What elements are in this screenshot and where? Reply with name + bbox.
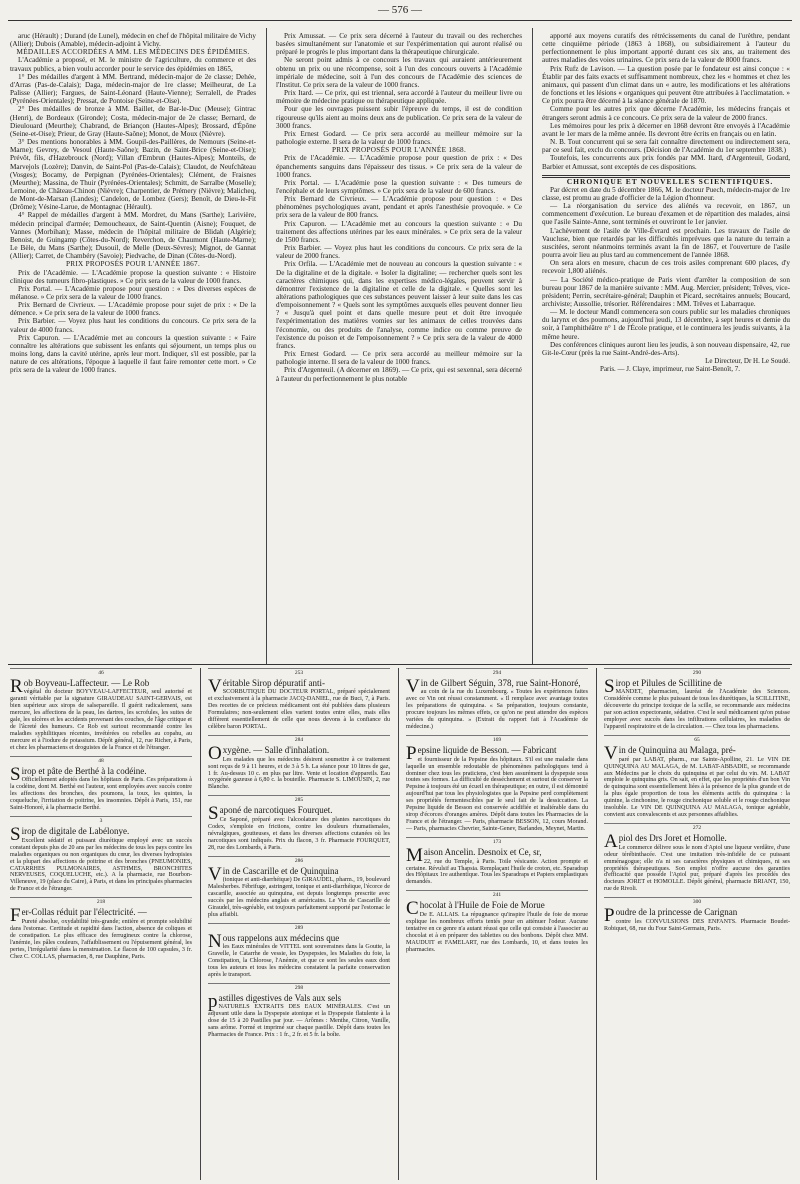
advertisement [208, 923, 390, 979]
ad-number: 173 [406, 837, 588, 846]
ad-text: végétal du docteur BOYVEAU-LAFFECTEUR, seul autorisé et garanti véritable par la signature GIRAUDEAU SAINT-GERVAIS, est bien supérieur aux sirops de salsepareille. Il guérit radicalement, sans mercure, les affections de la peau, les dartres, les scrofules, les suites de gale, les ulcères et les accidents provenant des couches, de l'âge critique et de l'âcreté des humeurs. Ce Rob est surtout recommandé contre les maladies syphilitiques récentes, invétérées ou rebelles au copahu, au mercure et à l'iodure de potassium. Dépôt général, 12, rue Richer, à Paris, et chez les pharmaciens et droguistes de la France et de l'étranger. [10, 689, 192, 752]
paragraph: Prix Ernest Godard. — Ce prix sera accordé au meilleur mémoire sur la pathologie interne. Il sera de la valeur de 1000 francs. [276, 350, 522, 367]
imprint: Paris. — J. Claye, imprimeur, rue Saint-Benoît, 7. [600, 365, 740, 374]
ads-rule [8, 664, 792, 665]
ad-text: Ce Saponé, préparé avec l'alcoolature des plantes narcotiques du Codex, s'emploie en frictions, contre les douleurs rhumatismales, névralgiques, goutteuses, et dans les diverses affections cutanées où les narcotiques sont indiqués. Prix du flacon, 3 fr. Pharmacie FOURQUET, 28, rue des Lombards, à Paris. [208, 816, 390, 851]
ad-heading: Sirop de digitale de Labélonye. [10, 824, 130, 846]
paragraph: Prix Rufz de Lavison. — La question posée par le fondateur est ainsi conçue : « Établir par des faits exacts et suffisamment nombreux, chez les « hommes et chez les animaux, qui passent d'un climat dans un « autre, les modifications et les altérations de fonctions et les lésions « organiques qui peuvent être attribuées à l'acclimatation. » Ce prix pourra être décerné à la séance générale de 1870. [542, 64, 790, 106]
paragraph: Prix Bernard de Civrieux. — L'Académie propose pour sujet de prix : « De la démence. » Ce prix sera de la valeur de 1000 francs. [10, 301, 256, 318]
ad-text: NATURELS EXTRAITS DES EAUX MINÉRALES. C'est un adjuvant utile dans la Dyspepsie atonique et la Dyspepsie flatulente à la dose de 15 à 20 Pastilles par jour. — Arômes : Menthe, Citron, Vanille, sans arôme. Formé et imprimé sur chaque pastille. Dépôt dans toutes les Pharmacies de France. Prix : 1 fr., 2 fr. et 5 fr. la boîte. [208, 1004, 390, 1039]
chronique-title: CHRONIQUE ET NOUVELLES SCIENTIFIQUES. [566, 176, 774, 186]
page-number: — 576 — [378, 4, 422, 16]
ad-text: contre les CONVULSIONS DES ENFANTS. Pharmacie Boudet-Robiquet, 68, rue du Four Saint-Germain, Paris. [604, 918, 790, 932]
signature: Le Directeur, Dr H. Le Soudé. [705, 357, 790, 366]
advertisement [10, 897, 192, 960]
ad-heading: Nous rappelons aux médecins que [208, 930, 340, 952]
advertisement [208, 795, 390, 851]
ads-column-1 [10, 668, 192, 1180]
advertisement [406, 837, 588, 886]
advertisement [10, 816, 192, 893]
paragraph: apporté aux moyens curatifs des rétrécissements du canal de l'urèthre, pendant cette cinquième période (1863 à 1868), ou subsidiairement à l'auteur du perfectionnement le plus important apporté durant ces six ans, au traitement des autres maladies des voies urinaires. Ce prix sera de la valeur de 8000 francs. [542, 32, 790, 65]
ad-heading: pastilles digestives de Vals aux sels [208, 990, 342, 1012]
ad-heading: Pepsine liquide de Besson. — Fabricant [406, 743, 557, 765]
paragraph: Prix Itard. — Ce prix, qui est triennal, sera accordé à l'auteur du meilleur livre ou mémoire de médecine pratique ou thérapeutique appliquée. [276, 89, 522, 106]
ad-number: 284 [208, 735, 390, 744]
paragraph: 1° Des médailles d'argent à MM. Bertrand, médecin-major de 2e classe; Dehée, d'Arras (Pas-de-Calais); Daga, médecin-major de 1re classe; Meilheurat, de La Palisse (Allier); Fargues, de Saint-Léonard (Haute-Vienne); Serralell, de Prades (Pyrénées-Orientales); Pressat, de Pontoise (Seine-et-Oise). [10, 72, 256, 106]
paragraph: Ne seront point admis à ce concours les travaux qui auraient antérieurement obtenu un prix ou une récompense, soit à l'un des concours ouverts à l'Académie impériale de médecine, soit à l'un des concours de l'Académie des sciences de l'Institut. Ce prix sera de la valeur de 1000 francs. [276, 56, 522, 89]
paragraph: Comme pour les autres prix que décerne l'Académie, les médecins français et étrangers seront admis à ce concours. Ce prix sera de la valeur de 2000 francs. [542, 105, 790, 122]
ad-heading: Rob Boyveau-Laffecteur. — Le Rob [10, 675, 150, 697]
ad-text: SCORBUTIQUE DU DOCTEUR PORTAL, préparé spécialement et exclusivement à la pharmacie JACQ-DANIEL, rue de Buci, 7, à Paris. Des recettes de ce précieux médicament ont été publiées dans plusieurs Formulaires; non-seulement elles varient toutes entre elles, mais elles diffèrent essentiellement de celle que nous devons à la confiance du célèbre baron PORTAL. [208, 689, 390, 731]
paragraph: Prix Portal. — L'Académie pose la question suivante : « Des tumeurs de l'encéphale et de leurs symptômes. » Ce prix sera de la valeur de 600 francs. [276, 178, 522, 195]
header-rule [8, 20, 792, 21]
paragraph: MÉDAILLES ACCORDÉES A MM. LES MÉDECINS DES ÉPIDÉMIES. [16, 48, 250, 57]
paragraph: 4° Rappel de médailles d'argent à MM. Mordret, du Mans (Sarthe); Larivière, médecin principal d'armée; Demoucheaux, de Saint-Quentin (Aisne); Fouquet, de Vannes (Morbihan); Masse, médecin de l'hôpital militaire de Blidah (Algérie); Benoist, de Guingamp (Côtes-du-Nord); Reverchon, de Chaumont (Haute-Marne); Le Bèle, du Mans (Sarthe); Dusouil, de Melle (Deux-Sèvres); Mignot, de Gannat (Allier); Carret, de Chambéry (Savoie); Piedvache, de Dinan (Côtes-du-Nord). [10, 211, 256, 261]
ad-text: les Eaux minérales de VITTEL sont souveraines dans la Goutte, la Gravelle, le Catarrhe de vessie, les Dyspepsies, les Maladies du foie, la Constipation, la Chlorose, l'Anémie, et que ce sont les seules eaux dont tous les auteurs et tous les médecins constatent la parfaite conservation après le transport. [208, 944, 390, 979]
ad-number: 253 [208, 668, 390, 677]
ad-heading: Sirop et pâte de Berthé à la codéine. [10, 763, 147, 785]
ad-text: Les malades que les médecins désirent soumettre à ce traitement sont reçus de 9 à 11 heures, et de 3 à 5 h. La séance pour 10 litres de gaz, 1 fr. Au-dessus 10 c. en plus par litre. Vente et location d'appareils. Eau oxygénée gazeuse à 6,80 c. la bouteille. Pharmacie S. LIMOUSIN, 2, rue Blanche. [208, 756, 390, 791]
advertisement [406, 735, 588, 833]
paragraph: N. B. Tout concurrent qui se sera fait connaître directement ou indirectement sera, par ce seul fait, exclu du concours. (Décision de l'Académie du 1er septembre 1838.) [542, 138, 790, 155]
ad-heading: Vin de Cascarille et de Quinquina [208, 863, 339, 885]
ads-divider-2 [398, 668, 399, 1180]
column-divider-1 [266, 28, 267, 664]
ad-text: 22, rue du Temple, à Paris. Toile vésicante. Action prompte et certaine. Révulsif au Thapsia. Remplaçant l'huile de croton, etc. Sparadrap des Hôpitaux 1re authentique. Tous les Sparadraps et Papiers emplastiques demandés. [406, 858, 588, 886]
ads-column-4 [604, 668, 790, 1180]
advertisement [604, 668, 790, 731]
advertisement [208, 668, 390, 731]
ad-number: 298 [208, 983, 390, 992]
advertisement [604, 897, 790, 932]
ads-column-3 [406, 668, 588, 1180]
ad-number: 286 [208, 856, 390, 865]
ad-heading: Saponé de narcotiques Fourquet. [208, 803, 333, 825]
advertisement [10, 756, 192, 812]
ad-text: Pureté absolue, oxydabilité très-grande; entière et prompte solubilité dans l'estomac. Certitude et rapidité dans l'action, absence de coliques et de constipation. Le plus efficace des ferrugineux contre la chlorose, l'anémie, les pâles couleurs, l'affaiblissement ou l'épuisement général, les pertes, l'irrégularité dans la menstruation. Le flacon de 100 capsules, 3 fr. Chez C. COLLAS, pharmacien, 8, rue Dauphine, Paris. [10, 918, 192, 960]
paragraph: Pour que les ouvrages puissent subir l'épreuve du temps, il est de condition rigoureuse qu'ils aient au moins deux ans de publication. Ce prix sera de la valeur de 3000 francs. [276, 105, 522, 130]
ad-text: De E. ALLAIS. La répugnance qu'inspire l'huile de foie de morue explique les nombreux efforts tentés pour en atténuer l'odeur. Aucune tentative en ce genre n'a autant réussi que celle qui consiste à l'associer au chocolat et à en préparer des tablettes ou des bonbons. Dépôt chez MM. MAUDUIT et FAMELART, rue des Lombards, 10, et dans toutes les pharmacies. [406, 911, 588, 953]
paragraph: — La réorganisation du service des aliénés va recevoir, en 1867, un commencement d'exécution. Le bureau d'examen et de répartition des malades, ainsi que l'asile Sainte-Anne, sont terminés et ouvriront le 1er janvier. [542, 202, 790, 227]
ad-heading: Chocolat à l'Huile de Foie de Morue [406, 898, 545, 920]
column-divider-2 [532, 28, 533, 664]
ad-heading: Maison Ancelin. Desnoix et Ce, sr, [406, 845, 542, 867]
ad-number: 241 [406, 890, 588, 899]
paragraph: Prix Capuron. — L'Académie met au concours la question suivante : « Faire connaître les altérations que subissent les enfants qui séjournent, un temps plus ou moins long, dans la cavité utérine, après leur mort. Indiquer, s'il est possible, par la nature de ces altérations, l'époque à laquelle il faut faire remonter cette mort. » Ce prix sera de la valeur de 1000 francs. [10, 333, 256, 375]
column-3 [542, 32, 790, 662]
advertisement [208, 856, 390, 919]
advertisement [208, 983, 390, 1039]
paragraph: Prix Barbier. — Voyez plus haut les conditions du concours. Ce prix sera de la valeur de 2000 francs. [276, 244, 522, 261]
ad-heading: Fer-Collas réduit par l'électricité. — [10, 905, 147, 927]
ad-number: 218 [10, 897, 192, 906]
advertisement [604, 823, 790, 893]
ad-text: au coin de la rue du Luxembourg. « Toutes les expériences faites avec ce Vin ont réussi constamment. « Il remplace avec avantage toutes les préparations de quinquina. « Sa préparation, toujours constante, procure toujours les mêmes effets, ce qu'on ne peut attendre des espèces variées du quinquina. » (Extrait du rapport fait à l'Académie de médecine.) [406, 689, 588, 731]
paragraph: aruc (Hérault) ; Durand (de Lunel), médecin en chef de l'hôpital militaire de Vichy (Allier); Dubois (Amable), médecin-adjoint à Vichy. [10, 32, 256, 49]
ad-heading: Vin de Gilbert Séguin, 378, rue Saint-Honoré, [406, 675, 581, 697]
paragraph: Prix de l'Académie. — L'Académie propose la question suivante : « Histoire clinique des tumeurs fibro-plastiques. » Ce prix sera de la valeur de 1000 francs. [10, 268, 256, 285]
ad-text: (tonique et anti-diarrhéique) De GIRAUDEL, pharm., 19, boulevard Malesherbes. Fébrifuge, astringent, tonique et anti-diarrhéique, l'écorce de cascarille, associée au quinquina, est depuis longtemps prescrite avec succès par les médecins anglais et américains. Le Vin de Cascarille de Giraudel, très-agréable, est toujours parfaitement supporté par l'estomac le plus affaibli. [208, 877, 390, 918]
advertisement [604, 735, 790, 819]
ad-number: 3 [10, 816, 192, 825]
column-1 [10, 32, 256, 662]
paragraph: Prix Capuron. — L'Académie met au concours la question suivante : « Du traitement des affections utérines par les eaux minérales. » Ce prix sera de la valeur de 1500 francs. [276, 219, 522, 244]
ad-text: Le commerce délivre sous le nom d'Apiol une liqueur verdâtre, d'une odeur térébinthacée. C'est une imitation très-infidèle de ce puissant emménagogue; elle n'a ni ses caractères physiques et chimiques, ni ses propriétés thérapeutiques. Son emploi n'offre aucune des garanties d'efficacité que possède l'Apiol pur, préparé d'après les procédés des docteurs JORET et HOMOLLE. Dépôt général, pharmacie BRIANT, 150, rue de Rivoli. [604, 844, 790, 893]
paragraph: 2° Des médailles de bronze à MM. Baillet, de Bar-le-Duc (Meuse); Gintrac (Henri), de Bordeaux (Gironde); Costa, médecin-major de 2e classe; Bernard, de Dieulouard (Meurthe); Chabrand, de Briançon (Hautes-Alpes); Brossard, d'Épône (Seine-et-Oise); Prieur, de Gray (Haute-Saône); Monot, de Moux (Nièvre). [10, 105, 256, 138]
ad-text: paré par LABAT, pharm., rue Sainte-Apolline, 21. Le VIN DE QUINQUINA AU MALAGA, de M. LABAT-ABBADIE, se recommande aux Médecins par le choix du quinquina et par celui du vin. M. LABAT emploie le quinquina gris. On sait, en effet, que les propriétés d'un bon Vin de quinquina sont essentiellement liées à la présence de la plus grande et de la plus égale proportion de tous les éléments actifs du quinquina : la quinine, la cinchonine, le rouge cinchonique soluble et le rouge cinchonique insoluble. Le VIN DE QUINQUINA AU MALAGA, tonique agréable, convient aux convalescents et aux personnes affaiblies. [604, 756, 790, 819]
paragraph: Toutefois, les concurrents aux prix fondés par MM. Itard, d'Argenteuil, Godard, Barbier et Amussat, sont exceptés de ces dispositions. [542, 154, 790, 171]
paragraph: Par décret en date du 5 décembre 1866, M. le docteur Puech, médecin-major de 1re classe, est promu au grade d'officier de la Légion d'honneur. [542, 185, 790, 202]
ad-number: 294 [406, 668, 588, 677]
advertisement [10, 668, 192, 752]
ad-number: 169 [406, 735, 588, 744]
paragraph: On sera alors en mesure, chacun de ces trois asiles comprenant 600 places, d'y recevoir 1,800 aliénés. [542, 259, 790, 276]
paragraph: PRIX PROPOSÉS POUR L'ANNÉE 1868. [331, 146, 467, 155]
paragraph: Prix de l'Académie. — L'Académie propose pour question de prix : « Des épanchements sanguins dans l'épaisseur des tissus. » Ce prix sera de la valeur de 1000 francs. [276, 154, 522, 179]
paragraph: Prix Portal. — L'Académie propose pour question : « Des diverses espèces de mélanose. » Ce prix sera de la valeur de 1000 francs. [10, 284, 256, 301]
ad-heading: Véritable Sirop dépuratif anti- [208, 675, 325, 697]
ad-number: 289 [208, 923, 390, 932]
paragraph: 3° Des mentions honorables à MM. Goupil-des-Paillères, de Nemours (Seine-et-Marne); Gevrey, de Vesoul (Haute-Saône); Bazin, de Saint-Brice (Seine-et-Oise); Prévôt, fils, d'Hazebrouck (Nord); Villan d'Embrun (Hautes-Alpes); Monteils, de Marvejols (Lozère); Danvin, de Saint-Pol (Pas-de-Calais); Claudot, de Neufchâteau (Vosges); Bocamy, de Perpignan (Pyrénées-Orientales); Clément, de Fraisnes (Meurthe); Massina, de Thuir (Pyrénées-Orientales); Schmitt, de Sarralbe (Moselle); Lemoine, de Château-Chinon (Nièvre); Charpentier, de Prémery (Nièvre); Malicheq, de Mont-de-Marsan (Landes); Candelon, de Lombez (Gers); Benoît, de Dieu-le-Fit (Drôme); Vésine-Larue, de Montagnac (Hérault). [10, 138, 256, 212]
ads-divider-3 [596, 668, 597, 1180]
paragraph: Des conférences cliniques auront lieu les jeudis, à son nouveau dispensaire, 42, rue Git-le-Cœur (près la rue Saint-André-des-Arts). [542, 340, 790, 357]
ad-heading: Sirop et Pilules de Scillitine de [604, 675, 722, 697]
paragraph: Prix Bernard de Civrieux. — L'Académie propose pour question : « Des phénomènes psychologiques avant, pendant et après l'anesthésie provoquée. » Ce prix sera de la valeur de 800 francs. [276, 195, 522, 220]
ads-divider-1 [200, 668, 201, 1180]
ad-number: 290 [604, 668, 790, 677]
paragraph: Prix Barbier. — Voyez plus haut les conditions du concours. Ce prix sera de la valeur de 4000 francs. [10, 317, 256, 334]
column-2 [276, 32, 522, 662]
advertisement [406, 668, 588, 731]
paragraph: Prix Ernest Godard. — Ce prix sera accordé au meilleur mémoire sur la pathologie externe. Il sera de la valeur de 1000 francs. [276, 129, 522, 147]
paragraph: Prix d'Argenteuil. (A décerner en 1869). — Ce prix, qui est sexennal, sera décerné à l'auteur du perfectionnement le plus notable [276, 366, 522, 383]
ad-number: 65 [604, 735, 790, 744]
ad-heading: Poudre de la princesse de Carignan [604, 905, 738, 927]
ad-text: MANDET, pharmacien, lauréat de l'Académie des Sciences. Considérée comme le plus puissant de tous les diurétiques, la SCILLITINE, découverte du principe toxique de la scille, se recommande aux médecins par son action expectorante, sédative. C'est le seul médicament qu'on puisse employer avec succès dans les infiltrations cellulaires, les maladies de l'appareil respiratoire et de la circulation. — Chez tous les pharmaciens. [604, 689, 790, 731]
advertisement [208, 735, 390, 791]
advertisement [406, 890, 588, 953]
ad-text: Excellent sédatif et puissant diurétique employé avec un succès constant depuis plus de 20 ans par les médecins de tous les pays contre les maladies organiques ou non organiques du cœur, les diverses hydropisies et la plupart des affections de poitrine et des bronches (PNEUMONIES, CATARRHES PULMONAIRES, ASTHMES, BRONCHITES NERVEUSES, COQUELUCHE, etc.). A la pharmacie, rue Bourbon-Villeneuve, 19 (place du Caire), à Paris, et dans les principales pharmacies de France et de l'étranger. [10, 837, 192, 893]
ad-number: 46 [10, 668, 192, 677]
ad-heading: Apiol des Drs Joret et Homolle. [604, 831, 727, 853]
paragraph: PRIX PROPOSÉS POUR L'ANNÉE 1867. [65, 260, 201, 269]
ad-heading: Vin de Quinquina au Malaga, pré- [604, 743, 736, 765]
ad-number: 300 [604, 897, 790, 906]
ad-text: Officiellement adoptés dans les hôpitaux de Paris. Ces préparations à la codéine, dont M. Berthé est l'auteur, sont employées avec succès contre les affections des bronches, des poumons, la toux, les quintes, la coqueluche, l'irritation de poitrine, les insomnies. Dépôt à Paris, 151, rue Saint-Honoré, à la pharmacie Berthé. [10, 777, 192, 812]
ad-text: et fournisseur de la Pepsine des hôpitaux. S'il est une maladie dans laquelle un ensemble redoutable de phénomènes pathologiques tend à dominer chez tous les praticiens, c'est bien assurément la dyspepsie sous toutes ses formes. La difficulté de desséchement et surtout de conserver la Pepsine à toujours été un écueil en thérapeutique; en outre, il est démontré aujourd'hui par tous les physiologistes que la Pepsine perd complètement ses propriétés fermentescibles par le seul fait de la dessiccation. La Pepsine liquide de Besson est conservée acidifiée et inaltérable dans du sirop d'écorces d'oranges amères. Dépôt dans toutes les Pharmacies de la France et de l'étranger. — Paris, pharmacie BESSON, 12, cours Morand. — Paris, pharmacies Chevrier, Sainte-Genev, Barlandes, Meynet, Martin. [406, 756, 588, 833]
paragraph: L'Académie a proposé, et M. le ministre de l'agriculture, du commerce et des travaux publics, a bien voulu accorder pour le service des épidémies en 1865, [10, 56, 256, 73]
ad-number: 48 [10, 756, 192, 765]
ad-number: 272 [604, 823, 790, 832]
paragraph: L'achèvement de l'asile de Ville-Évrard est prochain. Les travaux de l'asile de Vaucluse, bien que retardés par les difficultés imprévues que la nature du terrain a suscitées, seront néanmoins terminés avant la fin de 1867, et l'ouverture de l'asile pourra avoir lieu au plus tard au commencement de l'année 1868. [542, 226, 790, 260]
paragraph: Prix Amussat. — Ce prix sera décerné à l'auteur du travail ou des recherches basées simultanément sur l'anatomie et sur l'expérimentation qui auront réalisé ou préparé le progrès le plus important dans la thérapeutique chirurgicale. [276, 32, 522, 57]
ad-number: 285 [208, 795, 390, 804]
paragraph: Prix Orfila. — L'Académie met de nouveau au concours la question suivante : « De la digitaline et de la digitale. « Isoler la digitaline; — rechercher quels sont les caractères chimiques qui, dans les expertises médico-légales, peuvent servir à démontrer l'existence de la digitaline et celle de la digitale. « Quelles sont les altérations pathologiques que ces substances peuvent laisser à leur suite dans les cas d'empoisonnement ? « Quels sont les symptômes auxquels elles peuvent donner lieu ? « Jusqu'à quel point et dans quelle mesure peut et doit être invoquée l'expérimentation des matières vomies sur les animaux de celles trouvées dans l'économie, ou des produits de l'analyse, comme indice ou comme preuve de l'existence du poison et de l'empoisonnement ? » Ce prix sera de la valeur de 4000 francs. [276, 260, 522, 350]
paragraph: Les mémoires pour les prix à décerner en 1868 devront être envoyés à l'Académie avant le 1er mars de la même année. Ils devront être écrits en français ou en latin. [542, 121, 790, 138]
ads-column-2 [208, 668, 390, 1180]
paragraph: — La Société médico-pratique de Paris vient d'arrêter la composition de son bureau pour 1867 de la manière suivante : MM. Aug. Mercier, président; Trêves, vice-président; Perrin, secrétaire-général; Dauphin et Picard, secrétaires annuels; Boucard, archiviste; Aussollie, trésorier. Référendaires : MM. Trêves et Labarraque. [542, 275, 790, 308]
ad-heading: Oxygène. — Salle d'inhalation. [208, 743, 330, 765]
paragraph: — M. le docteur Mandl commencera son cours public sur les maladies chroniques du larynx et des poumons, aujourd'hui jeudi, 13 décembre, à sept heures et demie du soir, à l'amphithéâtre n° 1 de l'École pratique, et le continuera les jeudis suivants, à la même heure. [542, 308, 790, 341]
section-rule [542, 175, 790, 178]
